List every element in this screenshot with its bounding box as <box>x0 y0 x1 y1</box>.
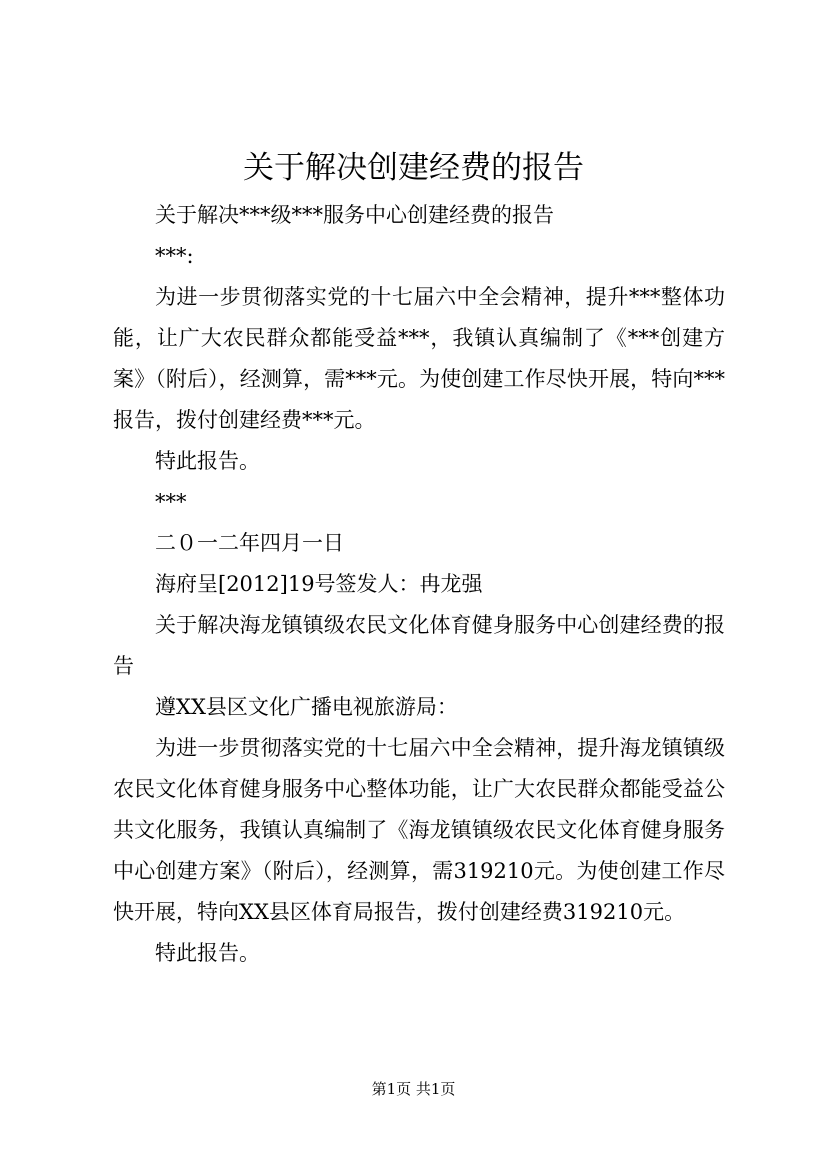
closing-line: 特此报告。 <box>155 449 260 473</box>
document-number-line: 海府呈[2012]19号签发人：冉龙强 <box>155 572 483 596</box>
report-subject: 关于解决***级***服务中心创建经费的报告 <box>155 203 554 227</box>
recipient-line: ***: <box>155 244 194 268</box>
report-subject-2: 关于解决海龙镇镇级农民文化体育健身服务中心创建经费的报告 <box>113 613 725 678</box>
document-title: 关于解决创建经费的报告 <box>243 150 584 186</box>
body-paragraph: 为进一步贯彻落实党的十七届六中全会精神，提升***整体功能，让广大农民群众都能受益***，我镇认真编制了《***创建方案》（附后），经测算，需***元。为使创建工作尽快开展，特向***报告，拨付创建经费***元。 <box>113 285 725 432</box>
closing-line-2: 特此报告。 <box>155 941 260 965</box>
page-footer: 第1页 共1页 <box>371 1080 456 1098</box>
recipient-line-2: 遵XX县区文化广播电视旅游局： <box>155 695 458 719</box>
document-body <box>113 195 725 974</box>
date-line: 二０一二年四月一日 <box>155 531 344 555</box>
body-paragraph-2: 为进一步贯彻落实党的十七届六中全会精神，提升海龙镇镇级农民文化体育健身服务中心整体功能，让广大农民群众都能受益公共文化服务，我镇认真编制了《海龙镇镇级农民文化体育健身服务中心创建方案》（附后），经测算，需319210元。为使创建工作尽快开展，特向XX县区体育局报告，拨付创建经费319210元。 <box>113 736 725 924</box>
sender-line: *** <box>155 490 187 514</box>
